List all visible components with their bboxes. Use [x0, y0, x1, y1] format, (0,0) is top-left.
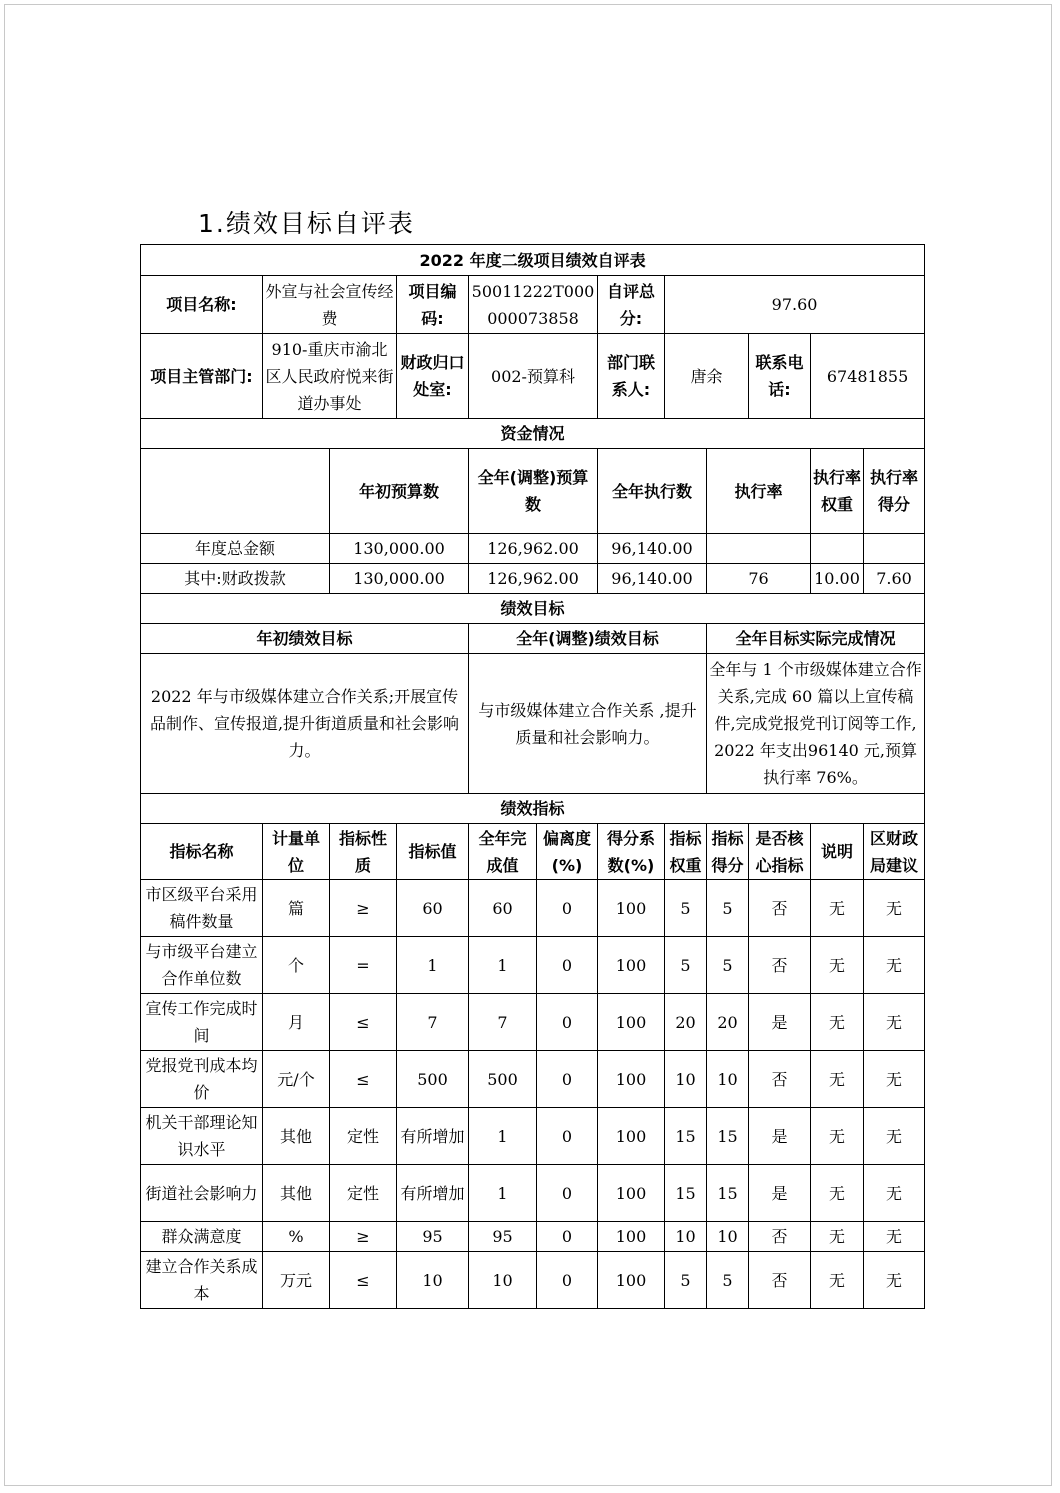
indicator-cell: 5 — [707, 937, 749, 994]
project-name-value: 外宣与社会宣传经费 — [263, 276, 397, 334]
ind-header-target: 指标值 — [397, 824, 469, 880]
indicator-cell: 无 — [811, 1165, 864, 1222]
indicator-cell: 5 — [665, 937, 707, 994]
ind-header-name: 指标名称 — [141, 824, 263, 880]
indicator-cell: 5 — [707, 1252, 749, 1309]
indicator-cell: 1 — [469, 1108, 537, 1165]
finance-office-label: 财政归口处室: — [397, 334, 469, 419]
goals-adjusted-text: 与市级媒体建立合作关系 ,提升质量和社会影响力。 — [469, 654, 707, 794]
indicator-cell: 是 — [749, 1108, 811, 1165]
indicator-cell: 宣传工作完成时间 — [141, 994, 263, 1051]
funds-header-executed: 全年执行数 — [598, 449, 707, 534]
indicator-cell: 个 — [263, 937, 330, 994]
funds-cell — [864, 534, 925, 564]
indicator-cell: 0 — [537, 1051, 598, 1108]
goals-section-title: 绩效目标 — [141, 594, 925, 624]
ind-header-nature: 指标性质 — [330, 824, 397, 880]
indicator-cell: 否 — [749, 880, 811, 937]
indicator-cell: 10 — [707, 1222, 749, 1252]
goals-header-actual: 全年目标实际完成情况 — [707, 624, 925, 654]
indicator-cell: 是 — [749, 1165, 811, 1222]
indicator-cell: 5 — [665, 880, 707, 937]
indicator-cell: 100 — [598, 880, 665, 937]
indicator-cell: 15 — [665, 1108, 707, 1165]
funds-header-blank — [141, 449, 330, 534]
finance-office-value: 002-预算科 — [469, 334, 598, 419]
goals-header-adjusted: 全年(调整)绩效目标 — [469, 624, 707, 654]
indicator-cell: 5 — [707, 880, 749, 937]
phone-value: 67481855 — [811, 334, 925, 419]
score-value: 97.60 — [665, 276, 925, 334]
indicator-cell: 无 — [811, 880, 864, 937]
indicator-cell: 7 — [469, 994, 537, 1051]
indicator-cell: 篇 — [263, 880, 330, 937]
indicator-row — [141, 937, 925, 994]
ind-header-deviation: 偏离度(%) — [537, 824, 598, 880]
indicator-cell: 无 — [864, 1051, 925, 1108]
indicator-cell: 0 — [537, 880, 598, 937]
funds-cell: 年度总金额 — [141, 534, 330, 564]
indicator-cell: 100 — [598, 1051, 665, 1108]
indicator-row — [141, 1108, 925, 1165]
indicator-cell: 无 — [811, 1108, 864, 1165]
goals-actual-text: 全年与 1 个市级媒体建立合作关系,完成 60 篇以上宣传稿件,完成党报党刊订阅等工作, 2022 年支出96140 元,预算执行率 76%。 — [707, 654, 925, 794]
funds-cell: 130,000.00 — [330, 564, 469, 594]
funds-cell: 其中:财政拨款 — [141, 564, 330, 594]
ind-header-completed: 全年完成值 — [469, 824, 537, 880]
dept-label: 项目主管部门: — [141, 334, 263, 419]
indicator-cell: 无 — [864, 937, 925, 994]
performance-self-evaluation-table — [140, 244, 925, 1309]
ind-header-core: 是否核心指标 — [749, 824, 811, 880]
indicator-cell: 否 — [749, 1051, 811, 1108]
dept-value: 910-重庆市渝北区人民政府悦来街道办事处 — [263, 334, 397, 419]
indicator-cell: 10 — [469, 1252, 537, 1309]
indicator-cell: 100 — [598, 994, 665, 1051]
funds-row — [141, 534, 925, 564]
page-heading: 1.绩效目标自评表 — [198, 209, 415, 238]
indicator-cell: 0 — [537, 1252, 598, 1309]
indicator-cell: 95 — [397, 1222, 469, 1252]
indicator-cell: 10 — [707, 1051, 749, 1108]
indicator-cell: 其他 — [263, 1108, 330, 1165]
funds-section-title: 资金情况 — [141, 419, 925, 449]
indicator-cell: % — [263, 1222, 330, 1252]
indicator-cell: 群众满意度 — [141, 1222, 263, 1252]
indicator-cell: 无 — [864, 1222, 925, 1252]
indicator-row — [141, 1051, 925, 1108]
indicator-cell: 20 — [707, 994, 749, 1051]
indicators-section-title: 绩效指标 — [141, 794, 925, 824]
phone-label: 联系电话: — [749, 334, 811, 419]
funds-cell — [707, 534, 811, 564]
funds-cell: 130,000.00 — [330, 534, 469, 564]
goals-initial-text: 2022 年与市级媒体建立合作关系;开展宣传品制作、宣传报道,提升街道质量和社会影响力。 — [141, 654, 469, 794]
indicator-cell: 15 — [707, 1165, 749, 1222]
indicator-cell: 100 — [598, 1222, 665, 1252]
indicator-cell: ≥ — [330, 1222, 397, 1252]
ind-header-score: 指标得分 — [707, 824, 749, 880]
indicator-cell: 定性 — [330, 1165, 397, 1222]
indicator-cell: 无 — [864, 994, 925, 1051]
indicator-cell: 无 — [811, 1051, 864, 1108]
indicator-cell: 机关干部理论知识水平 — [141, 1108, 263, 1165]
indicator-cell: 0 — [537, 1222, 598, 1252]
ind-header-score-coef: 得分系数(%) — [598, 824, 665, 880]
indicator-cell: 60 — [397, 880, 469, 937]
indicator-row — [141, 1252, 925, 1309]
indicator-cell: 5 — [665, 1252, 707, 1309]
indicator-cell: 否 — [749, 1222, 811, 1252]
contact-label: 部门联系人: — [598, 334, 665, 419]
table-title: 2022 年度二级项目绩效自评表 — [141, 245, 925, 276]
indicator-cell: 500 — [469, 1051, 537, 1108]
indicator-cell: 100 — [598, 937, 665, 994]
ind-header-unit: 计量单位 — [263, 824, 330, 880]
project-name-label: 项目名称: — [141, 276, 263, 334]
indicator-cell: 1 — [469, 937, 537, 994]
funds-cell: 96,140.00 — [598, 564, 707, 594]
indicator-cell: 无 — [811, 1252, 864, 1309]
ind-header-weight: 指标权重 — [665, 824, 707, 880]
indicator-cell: 无 — [864, 1165, 925, 1222]
funds-header-rate-score: 执行率得分 — [864, 449, 925, 534]
indicator-cell: 1 — [469, 1165, 537, 1222]
indicator-cell: 建立合作关系成本 — [141, 1252, 263, 1309]
indicator-cell: 有所增加 — [397, 1108, 469, 1165]
indicator-cell: 否 — [749, 937, 811, 994]
indicator-cell: 15 — [707, 1108, 749, 1165]
indicator-cell: 万元 — [263, 1252, 330, 1309]
funds-header-initial-budget: 年初预算数 — [330, 449, 469, 534]
funds-row — [141, 564, 925, 594]
ind-header-suggestion: 区财政局建议 — [864, 824, 925, 880]
contact-value: 唐余 — [665, 334, 749, 419]
funds-header-rate-weight: 执行率权重 — [811, 449, 864, 534]
indicator-cell: ≤ — [330, 994, 397, 1051]
project-code-value: 50011222T000000073858 — [469, 276, 598, 334]
funds-cell: 96,140.00 — [598, 534, 707, 564]
ind-header-note: 说明 — [811, 824, 864, 880]
indicator-cell: 否 — [749, 1252, 811, 1309]
indicator-cell: 无 — [811, 1222, 864, 1252]
funds-header-adjusted-budget: 全年(调整)预算数 — [469, 449, 598, 534]
project-code-label: 项目编码: — [397, 276, 469, 334]
indicator-cell: 20 — [665, 994, 707, 1051]
indicator-rows — [141, 880, 925, 1309]
indicator-cell: 95 — [469, 1222, 537, 1252]
indicator-cell: 其他 — [263, 1165, 330, 1222]
funds-cell: 126,962.00 — [469, 564, 598, 594]
indicator-cell: 无 — [864, 880, 925, 937]
indicator-row — [141, 1222, 925, 1252]
indicator-cell: 党报党刊成本均价 — [141, 1051, 263, 1108]
funds-cell — [811, 534, 864, 564]
indicator-cell: 7 — [397, 994, 469, 1051]
indicator-cell: ≤ — [330, 1051, 397, 1108]
indicator-cell: 定性 — [330, 1108, 397, 1165]
indicator-row — [141, 994, 925, 1051]
goals-header-initial: 年初绩效目标 — [141, 624, 469, 654]
funds-cell: 7.60 — [864, 564, 925, 594]
funds-cell: 76 — [707, 564, 811, 594]
funds-cell: 10.00 — [811, 564, 864, 594]
indicator-row — [141, 1165, 925, 1222]
indicator-cell: 0 — [537, 994, 598, 1051]
indicator-cell: 100 — [598, 1165, 665, 1222]
indicator-cell: 100 — [598, 1252, 665, 1309]
indicator-cell: 60 — [469, 880, 537, 937]
indicator-cell: 0 — [537, 1165, 598, 1222]
indicator-cell: 无 — [811, 994, 864, 1051]
funds-cell: 126,962.00 — [469, 534, 598, 564]
indicator-cell: 有所增加 — [397, 1165, 469, 1222]
indicator-cell: 10 — [665, 1222, 707, 1252]
indicator-row — [141, 880, 925, 937]
indicator-cell: 10 — [397, 1252, 469, 1309]
indicator-cell: 0 — [537, 937, 598, 994]
indicator-cell: ≤ — [330, 1252, 397, 1309]
indicator-cell: 100 — [598, 1108, 665, 1165]
indicator-cell: 10 — [665, 1051, 707, 1108]
score-label: 自评总分: — [598, 276, 665, 334]
indicator-cell: 市区级平台采用稿件数量 — [141, 880, 263, 937]
indicator-cell: 无 — [811, 937, 864, 994]
indicator-cell: 无 — [864, 1108, 925, 1165]
indicator-cell: 是 — [749, 994, 811, 1051]
indicator-cell: = — [330, 937, 397, 994]
indicator-cell: 街道社会影响力 — [141, 1165, 263, 1222]
indicator-cell: 15 — [665, 1165, 707, 1222]
indicator-cell: 与市级平台建立合作单位数 — [141, 937, 263, 994]
indicator-cell: 元/个 — [263, 1051, 330, 1108]
indicator-cell: 1 — [397, 937, 469, 994]
funds-header-exec-rate: 执行率 — [707, 449, 811, 534]
indicator-cell: 500 — [397, 1051, 469, 1108]
indicator-cell: ≥ — [330, 880, 397, 937]
indicator-cell: 月 — [263, 994, 330, 1051]
indicator-cell: 0 — [537, 1108, 598, 1165]
indicator-cell: 无 — [864, 1252, 925, 1309]
